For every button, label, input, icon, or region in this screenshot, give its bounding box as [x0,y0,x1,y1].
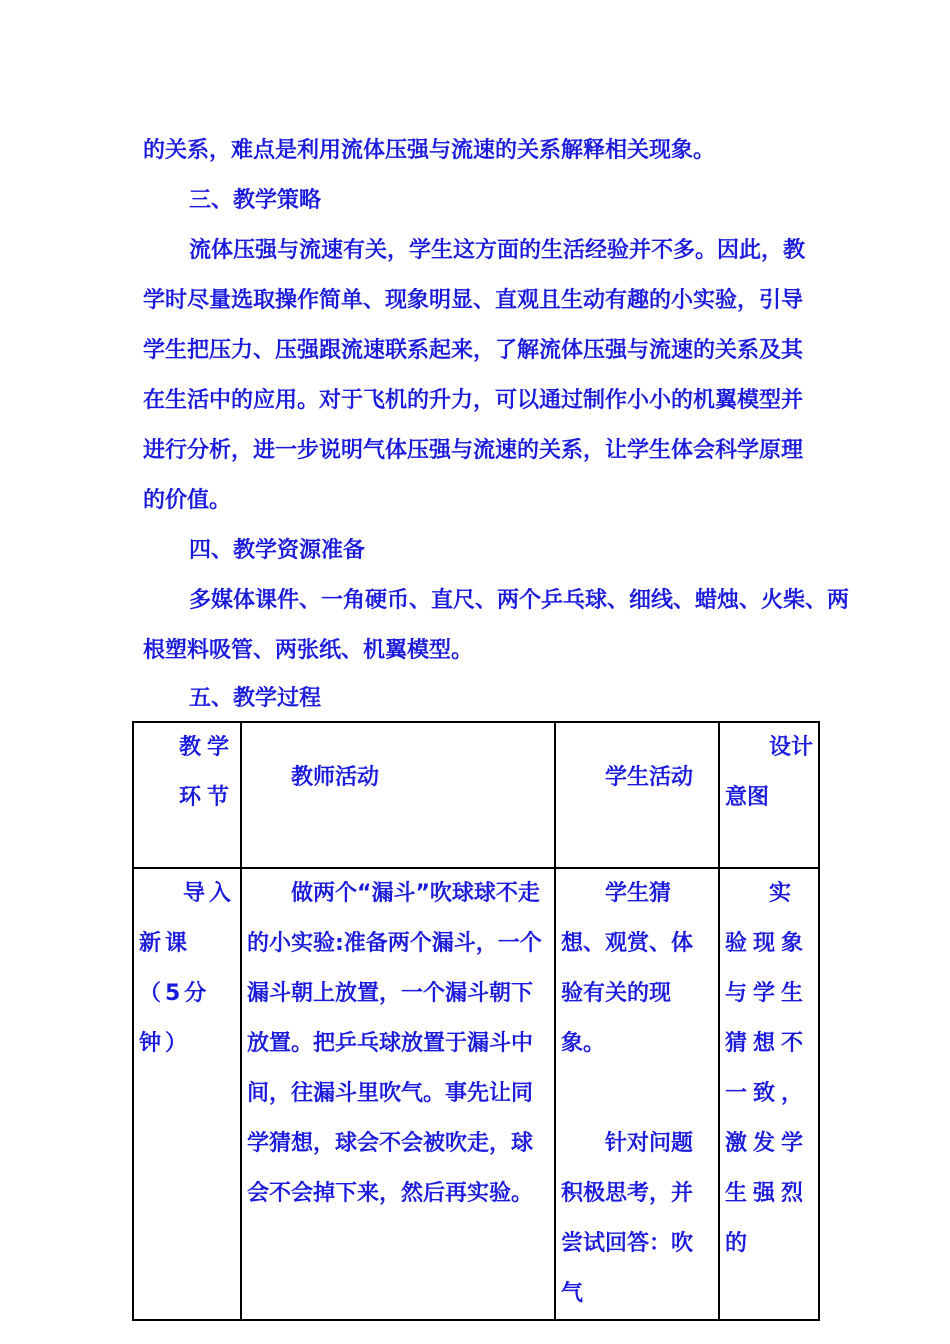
header-teacher-activity: 教师活动 [241,722,555,868]
paragraph-line: 进行分析，进一步说明气体压强与流速的关系，让学生体会科学原理 [143,438,804,463]
paragraph-line: 在生活中的应用。对于飞机的升力，可以通过制作小小的机翼模型并 [143,388,804,413]
table-row [133,868,819,1320]
section-heading-strategy: 三、教学策略 [189,188,322,213]
header-design-intent: 设计意图 [719,722,819,868]
header-teaching-stage: 教学环节 [133,722,241,868]
cell-design-intent: 实验现象与学生猜想不一致，激发学生强烈的 [719,868,819,1320]
paragraph-line: 流体压强与流速有关，学生这方面的生活经验并不多。因此，教 [189,238,806,263]
cell-teaching-stage: 导入新课（5分钟） [133,868,241,1320]
paragraph-line: 根塑料吸管、两张纸、机翼模型。 [143,638,474,663]
header-student-activity: 学生活动 [555,722,719,868]
teaching-process-table [132,721,820,1321]
section-heading-process: 五、教学过程 [189,686,322,711]
paragraph-line: 学时尽量选取操作简单、现象明显、直观且生动有趣的小实验，引导 [143,288,804,313]
cell-teacher-activity: 做两个“漏斗”吹球球不走的小实验:准备两个漏斗，一个漏斗朝上放置，一个漏斗朝下放置。把乒乓球放置于漏斗中间，往漏斗里吹气。事先让同学猜想，球会不会被吹走，球会不会掉下来，然后再实验。 [241,868,555,1320]
paragraph-line: 多媒体课件、一角硬币、直尺、两个乒乓球、细线、蜡烛、火柴、两 [189,588,850,613]
section-heading-resources: 四、教学资源准备 [189,538,366,563]
table-header-row [133,722,819,868]
paragraph-line: 的价值。 [143,488,232,513]
cell-student-activity: 学生猜想、观赏、体验有关的现象。 针对问题积极思考，并尝试回答：吹气 [555,868,719,1320]
paragraph-line: 学生把压力、压强跟流速联系起来，了解流体压强与流速的关系及其 [143,338,804,363]
paragraph-line: 的关系，难点是利用流体压强与流速的关系解释相关现象。 [143,138,716,163]
